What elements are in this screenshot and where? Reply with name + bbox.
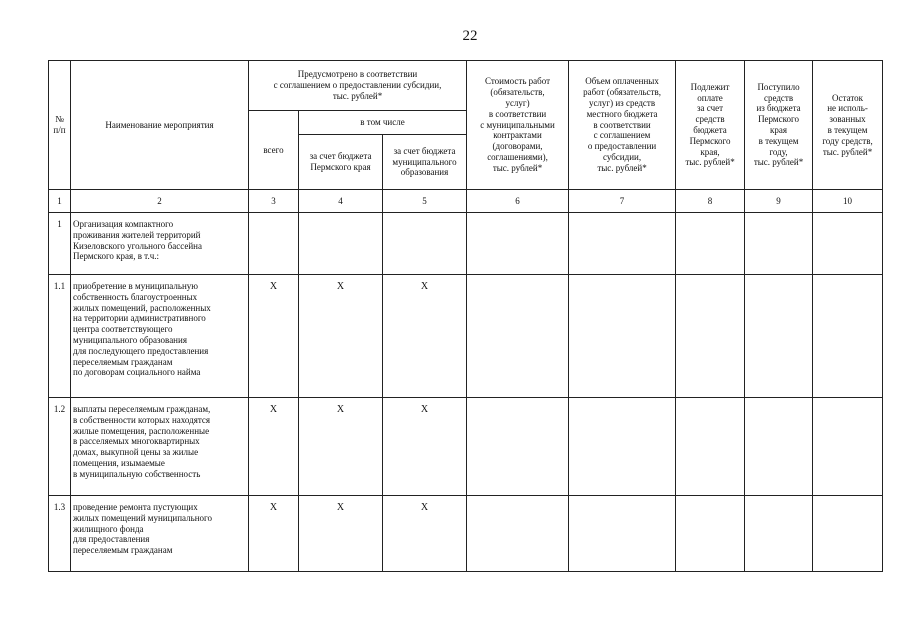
column-number: 1	[49, 190, 71, 213]
cell-received	[745, 496, 813, 572]
table-row	[49, 213, 883, 275]
cell-muni-budget: X	[383, 398, 467, 496]
cell-received	[745, 275, 813, 398]
cell-due	[676, 496, 745, 572]
cell-paid-volume	[569, 496, 676, 572]
cell-perm-budget: X	[299, 398, 383, 496]
cell-perm-budget: X	[299, 275, 383, 398]
cell-paid-volume	[569, 275, 676, 398]
row-number: 1.2	[49, 398, 71, 496]
cell-contract-cost	[467, 275, 569, 398]
row-name: Организация компактного проживания жителей территорий Кизеловского угольного бассейна Пермского края, в т.ч.:	[71, 213, 249, 275]
header-muni-budget: за счет бюджета муниципального образования	[383, 135, 467, 190]
cell-due	[676, 213, 745, 275]
cell-remainder	[813, 275, 883, 398]
cell-paid-volume	[569, 213, 676, 275]
header-total: всего	[249, 111, 299, 190]
cell-remainder	[813, 496, 883, 572]
row-number: 1	[49, 213, 71, 275]
column-number: 5	[383, 190, 467, 213]
cell-total: X	[249, 398, 299, 496]
header-including: в том числе	[299, 111, 467, 135]
cell-total: X	[249, 496, 299, 572]
column-number: 3	[249, 190, 299, 213]
column-number: 2	[71, 190, 249, 213]
header-contract-cost: Стоимость работ (обязательств, услуг) в соответствии с муниципальными контрактами (договорами, соглашениями), тыс. рублей*	[467, 61, 569, 190]
row-number: 1.1	[49, 275, 71, 398]
cell-received	[745, 398, 813, 496]
column-number: 6	[467, 190, 569, 213]
cell-received	[745, 213, 813, 275]
column-number: 7	[569, 190, 676, 213]
cell-total	[249, 213, 299, 275]
row-name: проведение ремонта пустующих жилых помещений муниципального жилищного фонда для предоставления переселяемым гражданам	[71, 496, 249, 572]
header-due: Подлежит оплате за счет средств бюджета Пермского края, тыс. рублей*	[676, 61, 745, 190]
cell-perm-budget: X	[299, 496, 383, 572]
cell-perm-budget	[299, 213, 383, 275]
table-row	[49, 275, 883, 398]
column-number: 9	[745, 190, 813, 213]
cell-muni-budget	[383, 213, 467, 275]
header-provided: Предусмотрено в соответствии с соглашением о предоставлении субсидии, тыс. рублей*	[249, 61, 467, 111]
row-name: приобретение в муниципальную собственность благоустроенных жилых помещений, расположенных на территории административного центра соответствующего муниципального образования для последующего предоставления переселяемым гражданам по договорам социального найма	[71, 275, 249, 398]
cell-remainder	[813, 398, 883, 496]
cell-contract-cost	[467, 213, 569, 275]
cell-remainder	[813, 213, 883, 275]
report-table	[48, 60, 883, 572]
column-number-row	[49, 190, 883, 213]
cell-total: X	[249, 275, 299, 398]
cell-contract-cost	[467, 496, 569, 572]
cell-due	[676, 275, 745, 398]
header-received: Поступило средств из бюджета Пермского края в текущем году, тыс. рублей*	[745, 61, 813, 190]
cell-muni-budget: X	[383, 275, 467, 398]
cell-paid-volume	[569, 398, 676, 496]
column-number: 8	[676, 190, 745, 213]
column-number: 4	[299, 190, 383, 213]
cell-contract-cost	[467, 398, 569, 496]
cell-muni-budget: X	[383, 496, 467, 572]
table-row	[49, 398, 883, 496]
header-remainder: Остаток не исполь- зованных в текущем году средств, тыс. рублей*	[813, 61, 883, 190]
header-perm-budget: за счет бюджета Пермского края	[299, 135, 383, 190]
table-row	[49, 496, 883, 572]
row-name: выплаты переселяемым гражданам, в собственности которых находятся жилые помещения, расположенные в расселяемых многоквартирных домах, выкупной цены за жилые помещения, изымаемые в муниципальную собственность	[71, 398, 249, 496]
header-num: № п/п	[49, 61, 71, 190]
row-number: 1.3	[49, 496, 71, 572]
column-number: 10	[813, 190, 883, 213]
page-number: 22	[462, 28, 478, 44]
header-paid-volume: Объем оплаченных работ (обязательств, услуг) из средств местного бюджета в соответствии с соглашением о предоставлении субсидии, тыс. рублей*	[569, 61, 676, 190]
cell-due	[676, 398, 745, 496]
header-name: Наименование мероприятия	[71, 61, 249, 190]
